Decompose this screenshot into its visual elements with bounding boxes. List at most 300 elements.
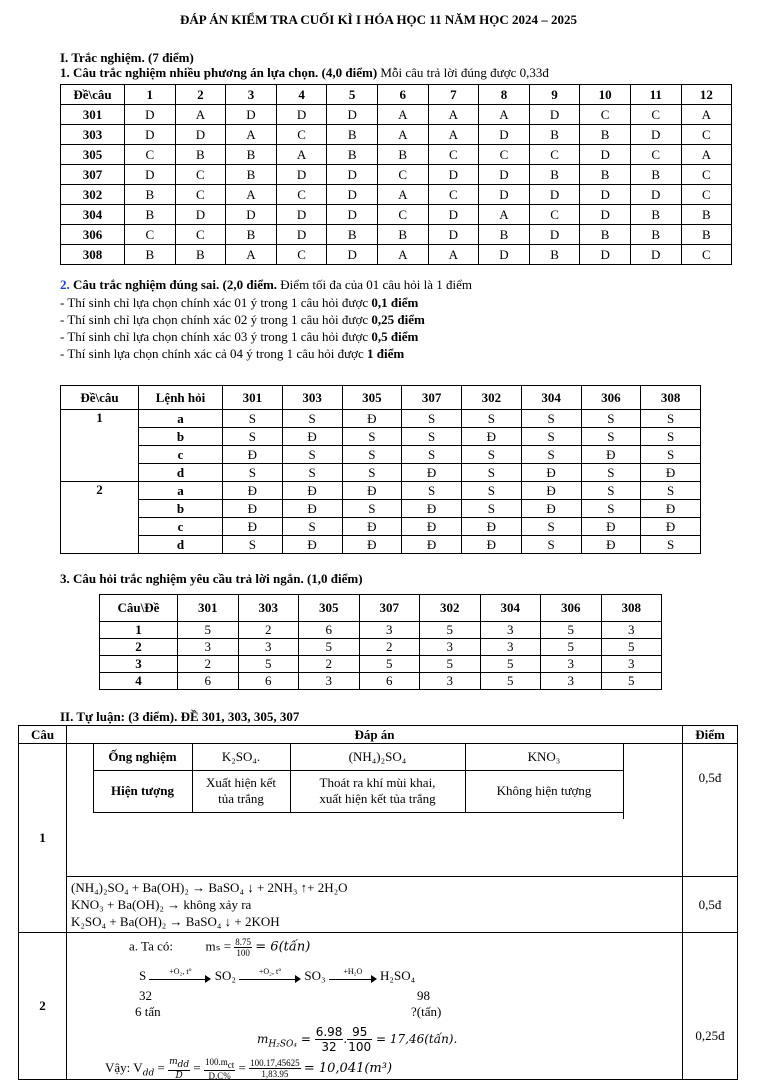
answer-cell: B — [580, 125, 631, 145]
answer-cell: Đ — [223, 446, 283, 464]
answer-cell: 5 — [541, 639, 602, 656]
statement-letter-cell: c — [139, 518, 223, 536]
answer-cell: D — [327, 105, 378, 125]
answer-cell: Đ — [462, 536, 522, 554]
answer-cell: C — [681, 125, 732, 145]
table-row — [61, 145, 732, 165]
answer-cell: Đ — [641, 464, 701, 482]
table-row — [61, 125, 732, 145]
statement-letter-cell: b — [139, 500, 223, 518]
header-cell: 12 — [681, 85, 732, 105]
q2-given: a. Ta có: mₛ = $\frac{8.75}{100}$ = 6(tấn) — [129, 937, 311, 958]
answer-cell: S — [402, 410, 462, 428]
answer-cell: C — [276, 185, 327, 205]
answer-cell: 3 — [480, 622, 541, 639]
answer-cell: A — [377, 185, 428, 205]
answer-cell: A — [175, 105, 226, 125]
answer-cell: C — [681, 245, 732, 265]
answer-cell: S — [282, 410, 342, 428]
q2-reaction-chain: S +O₂, t° SO₂ +O₂, t° SO₃ +H₂O H₂SO₄ — [139, 967, 416, 983]
table-row — [61, 205, 732, 225]
answer-cell: S — [521, 536, 581, 554]
question-number-cell: 1 — [61, 410, 139, 428]
header-cell: 301 — [223, 386, 283, 410]
statement-letter-cell: d — [139, 536, 223, 554]
answer-cell: S — [342, 446, 402, 464]
answer-cell: Đ — [462, 428, 522, 446]
table-row — [61, 245, 732, 265]
answer-cell: D — [580, 145, 631, 165]
answer-cell: Đ — [521, 500, 581, 518]
answer-cell: C — [681, 185, 732, 205]
answer-cell: C — [276, 245, 327, 265]
q1-equations — [67, 877, 683, 933]
answer-cell: D — [428, 205, 479, 225]
answer-cell: 3 — [238, 639, 299, 656]
header-cell: 11 — [630, 85, 681, 105]
answer-cell: A — [428, 245, 479, 265]
answer-cell: S — [521, 410, 581, 428]
answer-cell: C — [428, 145, 479, 165]
header-cell: 305 — [299, 595, 360, 622]
answer-cell: C — [428, 185, 479, 205]
phenomenon-label: Hiện tượng — [93, 770, 192, 812]
answer-cell: D — [479, 245, 530, 265]
answer-cell: D — [580, 205, 631, 225]
scoring-rule: - Thí sinh lựa chọn chính xác cả 04 ý trong 1 câu hỏi được 1 điểm — [60, 346, 405, 361]
answer-cell: C — [175, 225, 226, 245]
answer-cell: Đ — [282, 482, 342, 500]
answer-cell: 3 — [541, 656, 602, 673]
answer-cell: 5 — [420, 622, 481, 639]
q1-observation-table — [67, 744, 683, 819]
answer-cell: 6 — [299, 622, 360, 639]
answer-cell: B — [630, 225, 681, 245]
exam-code-cell: 304 — [61, 205, 125, 225]
question-number-cell — [61, 518, 139, 536]
answer-cell: S — [462, 410, 522, 428]
answer-cell: B — [327, 145, 378, 165]
answer-cell: Đ — [581, 536, 641, 554]
document-title: ĐÁP ÁN KIỂM TRA CUỐI KÌ I HÓA HỌC 11 NĂM HỌC 2024 – 2025 — [179, 12, 577, 27]
answer-cell: S — [462, 500, 522, 518]
answer-cell: S — [521, 518, 581, 536]
answer-cell: C — [630, 105, 681, 125]
header-cell: 9 — [529, 85, 580, 105]
answer-cell: S — [581, 464, 641, 482]
answer-cell: D — [276, 225, 327, 245]
answer-cell: C — [125, 145, 176, 165]
multiple-choice-answer-table — [60, 84, 732, 265]
q2-answer — [67, 933, 683, 1080]
table-row — [61, 446, 701, 464]
answer-cell: 6 — [178, 673, 239, 690]
exam-code-cell: 305 — [61, 145, 125, 165]
answer-cell: S — [581, 410, 641, 428]
answer-cell: 5 — [601, 673, 662, 690]
answer-cell: 3 — [359, 622, 420, 639]
answer-cell: D — [580, 245, 631, 265]
exam-code-cell: 302 — [61, 185, 125, 205]
answer-cell: D — [479, 165, 530, 185]
answer-cell: 2 — [238, 622, 299, 639]
answer-cell: A — [479, 205, 530, 225]
molar-mass-s: 32 — [139, 988, 152, 1003]
answer-cell: S — [462, 482, 522, 500]
answer-cell: 5 — [480, 656, 541, 673]
answer-cell: 2 — [178, 656, 239, 673]
arrow-1: +O₂, t° — [149, 971, 211, 983]
statement-letter-cell: c — [139, 446, 223, 464]
answer-cell: C — [630, 145, 681, 165]
answer-cell: S — [223, 428, 283, 446]
answer-cell: C — [681, 165, 732, 185]
q1-score-a: 0,5đ — [683, 744, 738, 877]
header-cell: 302 — [462, 386, 522, 410]
equation-1: (NH₄)₂SO₄ + Ba(OH)₂ → BaSO₄ ↓ + 2NH₃ ↑+ 2H₂O — [71, 880, 348, 895]
header-cell: Đề\câu — [61, 85, 125, 105]
header-cell: 303 — [238, 595, 299, 622]
table-row — [100, 673, 662, 690]
answer-cell: 5 — [601, 639, 662, 656]
answer-cell: 5 — [480, 673, 541, 690]
question-number-cell: 2 — [100, 639, 178, 656]
answer-cell: S — [223, 536, 283, 554]
question-number-cell — [61, 428, 139, 446]
answer-cell: D — [175, 205, 226, 225]
answer-cell: C — [580, 105, 631, 125]
q2-score: 0,25đ — [683, 933, 738, 1080]
arrow-2: +O₂, t° — [239, 971, 301, 983]
answer-cell: C — [377, 165, 428, 185]
answer-cell: D — [276, 165, 327, 185]
answer-cell: A — [377, 125, 428, 145]
mass-h2so4-calc: $m_{H_2SO_4}$ = $\frac{6.98}{32}$ . $\frac{95}{100}$ = 17,46(tấn). — [257, 1025, 458, 1054]
question-number-cell: 4 — [100, 673, 178, 690]
table-row — [61, 428, 701, 446]
header-cell: Câu\Đề — [100, 595, 178, 622]
answer-cell: D — [529, 185, 580, 205]
table-row — [61, 500, 701, 518]
table-row — [61, 482, 701, 500]
question-number-cell: 3 — [100, 656, 178, 673]
answer-cell: Đ — [581, 518, 641, 536]
header-cell: 5 — [327, 85, 378, 105]
answer-cell: B — [580, 225, 631, 245]
q1-number: 1 — [19, 744, 67, 933]
tube-k2so4: K₂SO₄. — [192, 744, 290, 770]
answer-cell: B — [479, 225, 530, 245]
essay-answer-table — [18, 725, 738, 1080]
answer-cell: A — [276, 145, 327, 165]
header-cell: 7 — [428, 85, 479, 105]
mass-s: 6 tấn — [135, 1004, 161, 1019]
tube-nh4-2so4: (NH₄)₂SO₄ — [290, 744, 465, 770]
answer-cell: 6 — [359, 673, 420, 690]
tube-kno3: KNO₃ — [465, 744, 623, 770]
answer-cell: B — [226, 145, 277, 165]
answer-cell: D — [226, 205, 277, 225]
q1-score-b: 0,5đ — [683, 877, 738, 933]
answer-cell: B — [630, 205, 681, 225]
answer-cell: 3 — [299, 673, 360, 690]
answer-cell: 2 — [359, 639, 420, 656]
q2-number: 2 — [19, 933, 67, 1080]
answer-cell: D — [479, 185, 530, 205]
scoring-rule: - Thí sinh chỉ lựa chọn chính xác 02 ý trong 1 câu hỏi được 0,25 điểm — [60, 312, 425, 327]
answer-cell: B — [125, 245, 176, 265]
true-false-answer-table — [60, 385, 701, 554]
phenomenon-nh4-2so4: Thoát ra khí mùi khai, xuất hiện kết tủa trắng — [290, 770, 465, 812]
answer-cell: D — [276, 105, 327, 125]
answer-cell: 5 — [420, 656, 481, 673]
header-cell: 3 — [226, 85, 277, 105]
answer-cell: D — [529, 225, 580, 245]
answer-cell: A — [428, 105, 479, 125]
answer-cell: D — [327, 185, 378, 205]
table-header-row — [100, 595, 662, 622]
answer-cell: C — [529, 205, 580, 225]
answer-cell: S — [342, 500, 402, 518]
scoring-rule: - Thí sinh chỉ lựa chọn chính xác 03 ý trong 1 câu hỏi được 0,5 điểm — [60, 329, 419, 344]
answer-cell: D — [125, 165, 176, 185]
arrow-3: +H₂O — [329, 971, 377, 983]
answer-cell: A — [226, 185, 277, 205]
answer-cell: D — [276, 205, 327, 225]
answer-cell: D — [630, 125, 681, 145]
answer-cell: B — [377, 145, 428, 165]
volume-calc: Vậy: $V_{dd}$ = $\frac{m_{dd}}{D}$ = $\frac{100.m_{ct}}{D.C\%}$ = $\frac{100.17,45625}{1,83.95}$ = 10,041(m³) — [105, 1057, 393, 1081]
answer-cell: C — [125, 225, 176, 245]
col-cau: Câu — [19, 726, 67, 744]
table-row — [61, 105, 732, 125]
answer-cell: D — [428, 225, 479, 245]
answer-cell: D — [529, 105, 580, 125]
answer-cell: S — [581, 482, 641, 500]
answer-cell: D — [479, 125, 530, 145]
answer-cell: S — [641, 482, 701, 500]
answer-cell: S — [282, 464, 342, 482]
col-diem: Điểm — [683, 726, 738, 744]
answer-cell: 5 — [299, 639, 360, 656]
answer-cell: Đ — [581, 446, 641, 464]
mass-h2so4: ?(tấn) — [411, 1004, 442, 1019]
answer-cell: D — [125, 125, 176, 145]
header-cell: 304 — [480, 595, 541, 622]
answer-cell: A — [377, 245, 428, 265]
short-answer-table — [99, 594, 662, 690]
table-header-row — [61, 386, 701, 410]
answer-cell: 3 — [178, 639, 239, 656]
answer-cell: 5 — [238, 656, 299, 673]
answer-cell: B — [580, 165, 631, 185]
header-cell: 8 — [479, 85, 530, 105]
exam-code-cell: 303 — [61, 125, 125, 145]
header-cell: 305 — [342, 386, 402, 410]
answer-cell: 5 — [359, 656, 420, 673]
answer-cell: C — [529, 145, 580, 165]
answer-cell: B — [529, 165, 580, 185]
header-cell: 302 — [420, 595, 481, 622]
answer-cell: Đ — [462, 518, 522, 536]
table-header-row — [61, 85, 732, 105]
answer-cell: S — [641, 536, 701, 554]
answer-cell: B — [630, 165, 681, 185]
question-number-cell — [61, 500, 139, 518]
equation-2: KNO₃ + Ba(OH)₂ → không xảy ra — [71, 897, 252, 912]
table-row — [61, 464, 701, 482]
answer-cell: B — [681, 205, 732, 225]
answer-cell: A — [226, 245, 277, 265]
answer-cell: D — [580, 185, 631, 205]
answer-cell: Đ — [223, 482, 283, 500]
answer-cell: 3 — [601, 656, 662, 673]
header-cell: 306 — [541, 595, 602, 622]
answer-cell: B — [125, 205, 176, 225]
answer-cell: D — [226, 105, 277, 125]
header-cell: 4 — [276, 85, 327, 105]
statement-letter-cell: d — [139, 464, 223, 482]
answer-cell: Đ — [342, 518, 402, 536]
answer-cell: B — [529, 245, 580, 265]
header-cell: Lệnh hỏi — [139, 386, 223, 410]
answer-cell: B — [175, 245, 226, 265]
header-cell: 303 — [282, 386, 342, 410]
answer-cell: S — [641, 410, 701, 428]
answer-cell: D — [428, 165, 479, 185]
answer-cell: Đ — [521, 464, 581, 482]
answer-cell: 5 — [178, 622, 239, 639]
answer-cell: C — [276, 125, 327, 145]
answer-cell: D — [175, 125, 226, 145]
answer-cell: S — [342, 428, 402, 446]
phenomenon-k2so4: Xuất hiện kết tủa trắng — [192, 770, 290, 812]
molar-mass-h2so4: 98 — [417, 988, 430, 1003]
scoring-rule: - Thí sinh chỉ lựa chọn chính xác 01 ý trong 1 câu hỏi được 0,1 điểm — [60, 295, 419, 310]
section1-heading: I. Trắc nghiệm. (7 điểm) — [60, 50, 194, 65]
answer-cell: Đ — [521, 482, 581, 500]
answer-cell: D — [327, 165, 378, 185]
answer-cell: S — [641, 446, 701, 464]
header-cell: 308 — [641, 386, 701, 410]
answer-cell: S — [462, 446, 522, 464]
statement-letter-cell: a — [139, 482, 223, 500]
answer-cell: B — [327, 225, 378, 245]
answer-cell: A — [377, 105, 428, 125]
answer-cell: A — [428, 125, 479, 145]
exam-code-cell: 306 — [61, 225, 125, 245]
part1-heading: 1. Câu trắc nghiệm nhiều phương án lựa chọn. (4,0 điểm) Mỗi câu trả lời đúng được 0,33đ — [60, 65, 549, 80]
answer-cell: Đ — [342, 410, 402, 428]
answer-cell: Đ — [402, 536, 462, 554]
answer-cell: S — [581, 428, 641, 446]
table-row — [61, 165, 732, 185]
question-number-cell: 1 — [100, 622, 178, 639]
part3-heading: 3. Câu hỏi trắc nghiệm yêu cầu trả lời ngắn. (1,0 điểm) — [60, 571, 363, 586]
answer-cell: Đ — [282, 428, 342, 446]
answer-cell: C — [377, 205, 428, 225]
answer-cell: B — [226, 165, 277, 185]
answer-cell: 3 — [420, 639, 481, 656]
answer-cell: S — [282, 518, 342, 536]
header-cell: 10 — [580, 85, 631, 105]
question-number-cell — [61, 446, 139, 464]
header-cell: 307 — [402, 386, 462, 410]
equation-3: K₂SO₄ + Ba(OH)₂ → BaSO₄ ↓ + 2KOH — [71, 914, 280, 929]
answer-cell: C — [175, 165, 226, 185]
answer-cell: B — [175, 145, 226, 165]
answer-cell: Đ — [282, 500, 342, 518]
answer-cell: D — [327, 245, 378, 265]
answer-cell: D — [630, 185, 681, 205]
answer-cell: Đ — [342, 536, 402, 554]
header-cell: 2 — [175, 85, 226, 105]
answer-cell: S — [402, 482, 462, 500]
answer-cell: D — [327, 205, 378, 225]
answer-cell: S — [223, 464, 283, 482]
table-row — [61, 518, 701, 536]
header-cell: 1 — [125, 85, 176, 105]
answer-cell: 5 — [541, 622, 602, 639]
answer-cell: S — [462, 464, 522, 482]
answer-cell: S — [581, 500, 641, 518]
answer-cell: 3 — [420, 673, 481, 690]
answer-cell: B — [226, 225, 277, 245]
q1-answer — [67, 744, 683, 877]
question-number-cell — [61, 464, 139, 482]
table-row — [100, 622, 662, 639]
answer-cell: C — [175, 185, 226, 205]
answer-cell: B — [125, 185, 176, 205]
exam-code-cell: 308 — [61, 245, 125, 265]
answer-cell: S — [342, 464, 402, 482]
table-row — [61, 536, 701, 554]
answer-cell: S — [402, 428, 462, 446]
answer-cell: S — [641, 428, 701, 446]
col-dap-an: Đáp án — [67, 726, 683, 744]
answer-cell: D — [630, 245, 681, 265]
answer-cell: 2 — [299, 656, 360, 673]
answer-cell: 3 — [480, 639, 541, 656]
answer-cell: Đ — [402, 518, 462, 536]
answer-cell: S — [402, 446, 462, 464]
question-number-cell — [61, 536, 139, 554]
answer-cell: S — [521, 428, 581, 446]
answer-cell: B — [377, 225, 428, 245]
question-number-cell: 2 — [61, 482, 139, 500]
answer-cell: 3 — [541, 673, 602, 690]
answer-cell: Đ — [282, 536, 342, 554]
answer-cell: Đ — [342, 482, 402, 500]
header-cell: 307 — [359, 595, 420, 622]
statement-letter-cell: a — [139, 410, 223, 428]
answer-cell: S — [521, 446, 581, 464]
answer-cell: Đ — [223, 500, 283, 518]
statement-letter-cell: b — [139, 428, 223, 446]
header-cell: 301 — [178, 595, 239, 622]
answer-cell: S — [282, 446, 342, 464]
answer-cell: A — [681, 145, 732, 165]
scoring-rules — [60, 294, 425, 362]
table-row — [61, 410, 701, 428]
answer-cell: Đ — [641, 500, 701, 518]
answer-cell: B — [529, 125, 580, 145]
answer-cell: Đ — [402, 464, 462, 482]
exam-code-cell: 301 — [61, 105, 125, 125]
answer-cell: D — [125, 105, 176, 125]
answer-cell: A — [479, 105, 530, 125]
header-cell: 6 — [377, 85, 428, 105]
